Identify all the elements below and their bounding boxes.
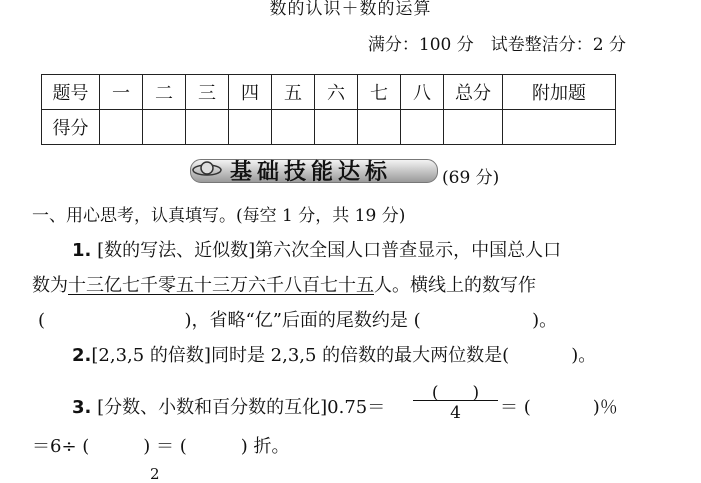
question-text: 人。横线上的数写作 bbox=[374, 275, 536, 296]
blank-open: ( bbox=[38, 310, 46, 331]
table-row bbox=[42, 75, 616, 110]
score-input-cell[interactable] bbox=[186, 110, 229, 145]
score-input-cell[interactable] bbox=[100, 110, 143, 145]
score-input-cell[interactable] bbox=[401, 110, 444, 145]
table-cell: 总分 bbox=[444, 75, 503, 110]
score-input-cell[interactable] bbox=[229, 110, 272, 145]
question-number: 3. bbox=[72, 397, 92, 418]
banner-points: (69 分) bbox=[442, 168, 500, 188]
blank-close: )。 bbox=[532, 310, 558, 331]
fraction-bar bbox=[413, 400, 498, 401]
question-1-line-3 bbox=[38, 306, 557, 332]
score-input-cell[interactable] bbox=[358, 110, 401, 145]
question-1-line-1 bbox=[72, 236, 561, 262]
table-cell: 三 bbox=[186, 75, 229, 110]
fraction bbox=[413, 378, 498, 423]
question-text: ＝ ( bbox=[500, 397, 531, 418]
table-cell: 六 bbox=[315, 75, 358, 110]
blank-close: )。 bbox=[571, 345, 597, 366]
score-input-cell[interactable] bbox=[503, 110, 616, 145]
table-cell: 七 bbox=[358, 75, 401, 110]
question-text: 数为 bbox=[32, 275, 68, 296]
question-2 bbox=[72, 341, 596, 367]
question-number: 2. bbox=[72, 345, 92, 366]
table-cell: 题号 bbox=[42, 75, 100, 110]
table-cell: 五 bbox=[272, 75, 315, 110]
fraction-denominator: 4 bbox=[450, 403, 461, 423]
score-input-cell[interactable] bbox=[143, 110, 186, 145]
score-input-cell[interactable] bbox=[315, 110, 358, 145]
underlined-number: 十三亿七千零五十三万六千八百七十五 bbox=[68, 275, 374, 296]
score-info: 满分：100 分 试卷整洁分：2 分 bbox=[367, 35, 626, 55]
table-cell: 附加题 bbox=[503, 75, 616, 110]
score-input-cell[interactable] bbox=[444, 110, 503, 145]
percent-close: )％ bbox=[592, 397, 618, 418]
question-text: )，省略“亿”后面的尾数约是 ( bbox=[184, 310, 421, 331]
question-3-line-1-end bbox=[500, 393, 618, 419]
question-text: [数的写法、近似数]第六次全国人口普查显示，中国总人口 bbox=[97, 240, 562, 261]
table-row bbox=[42, 110, 616, 145]
table-cell: 四 bbox=[229, 75, 272, 110]
question-text: [分数、小数和百分数的互化]0.75＝ bbox=[97, 397, 386, 418]
table-cell: 一 bbox=[100, 75, 143, 110]
fraction-numerator[interactable]: ( ) bbox=[431, 383, 480, 403]
table-cell: 八 bbox=[401, 75, 444, 110]
planet-icon bbox=[192, 158, 222, 180]
table-cell: 得分 bbox=[42, 110, 100, 145]
question-3-line-2: ＝6÷ ( ) ＝ ( ) 折。 bbox=[32, 436, 290, 457]
section-heading: 一、用心思考，认真填写。(每空 1 分，共 19 分) bbox=[32, 206, 406, 226]
question-number: 1. bbox=[72, 240, 92, 261]
question-text: [2,3,5 的倍数]同时是 2,3,5 的倍数的最大两位数是( bbox=[91, 345, 510, 366]
cutoff-digit: 2 bbox=[150, 465, 160, 483]
question-3-line-1 bbox=[72, 393, 385, 419]
score-input-cell[interactable] bbox=[272, 110, 315, 145]
table-cell: 二 bbox=[143, 75, 186, 110]
page-title: 数的认识＋数的运算 bbox=[269, 0, 432, 19]
banner-title: 基础技能达标 bbox=[230, 160, 393, 185]
score-table bbox=[41, 74, 616, 145]
question-1-line-2 bbox=[32, 271, 536, 297]
